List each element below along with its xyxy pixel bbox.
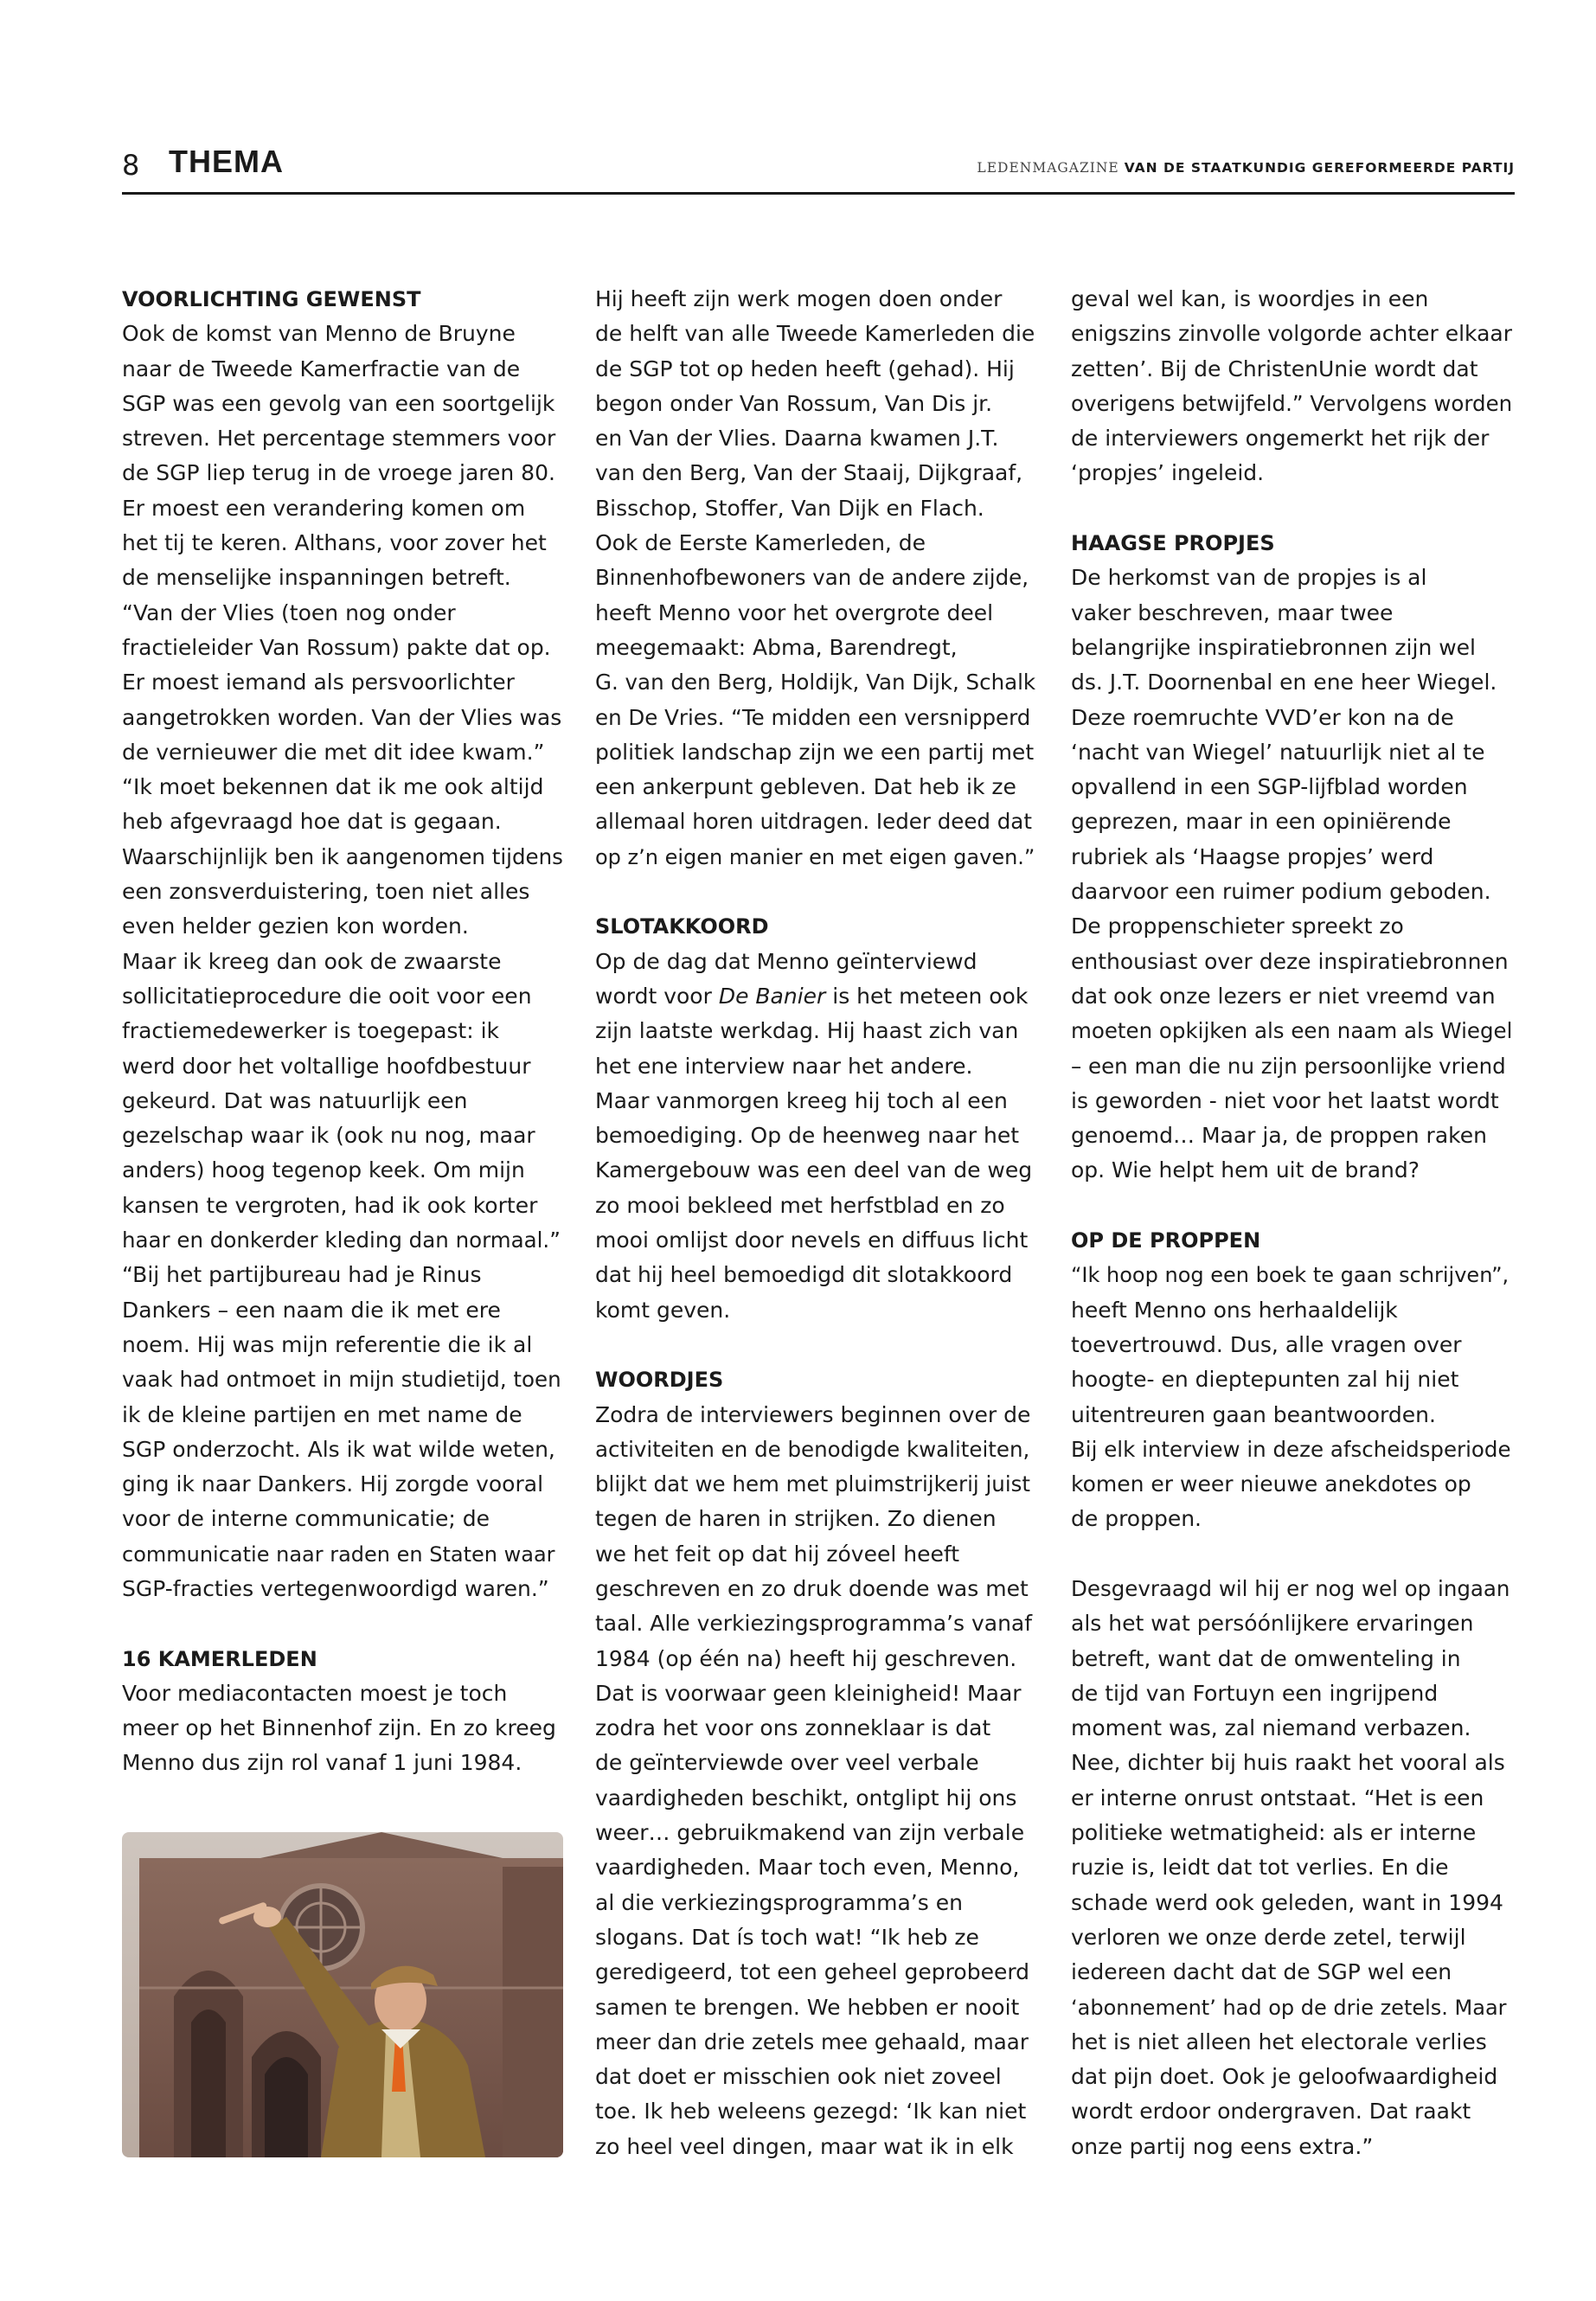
text-line: dat pijn doet. Ook je geloofwaardigheid (1071, 2064, 1498, 2090)
text-line: meer dan drie zetels mee gehaald, maar (595, 2029, 1029, 2054)
text-line: “Bij het partijbureau had je Rinus (122, 1262, 482, 1288)
text-line: dat doet er misschien ook niet zoveel (595, 2064, 1002, 2090)
text-line: communicatie naar raden en Staten waar (122, 1541, 555, 1567)
text-line: aangetrokken worden. Van der Vlies was (122, 704, 562, 730)
paragraph-gap (595, 1328, 1036, 1362)
text-line: SGP-fracties vertegenwoordigd waren.” (122, 1575, 549, 1601)
text-line: fractiemedewerker is toegepast: ik (122, 1018, 500, 1044)
text-line: daarvoor een ruimer podium geboden. (1071, 879, 1491, 905)
text-line: sollicitatieprocedure die ooit voor een (122, 983, 532, 1009)
text-line: de tijd van Fortuyn een ingrijpend (1071, 1680, 1439, 1706)
text-line: Dankers – een naam die ik met ere (122, 1297, 501, 1323)
text-line: haar en donkerder kleding dan normaal.” (122, 1227, 561, 1253)
text-line: Deze roemruchte VVD’er kon na de (1071, 704, 1454, 730)
text-line: de SGP tot op heden heeft (gehad). Hij (595, 356, 1015, 381)
text-line: gekeurd. Dat was natuurlijk een (122, 1087, 468, 1113)
text-line: is geworden - niet voor het laatst wordt (1071, 1087, 1499, 1113)
text-line: anders) hoog tegenop keek. Om mijn (122, 1157, 525, 1183)
text-line: De proppenschieter spreekt zo (1071, 913, 1404, 939)
text-line: activiteiten en de benodigde kwaliteiten, (595, 1436, 1030, 1462)
text-line: geprezen, maar in een opiniërende (1071, 809, 1452, 835)
text-line: de geïnterviewde over veel verbale (595, 1750, 979, 1776)
paragraph-gap (1071, 1189, 1512, 1223)
text-line: de helft van alle Tweede Kamerleden die (595, 321, 1035, 347)
text-line: “Ik hoop nog een boek te gaan schrijven”, (1071, 1263, 1509, 1288)
text-line: politieke wetmatigheid: als er interne (1071, 1820, 1477, 1846)
text-line: iedereen dacht dat de SGP wel een (1071, 1959, 1452, 1985)
text-line: Nee, dichter bij huis raakt het vooral als (1071, 1750, 1505, 1776)
subheading-voorlichting: VOORLICHTING GEWENST (122, 287, 421, 311)
text-line: en De Vries. “Te midden een versnipperd (595, 704, 1031, 730)
text-line: noem. Hij was mijn referentie die ik al (122, 1331, 533, 1357)
subheading-op-de-proppen: OP DE PROPPEN (1071, 1228, 1261, 1253)
article-column-2 (595, 282, 1036, 2164)
text-line: als het wat persóónlijkere ervaringen (1071, 1611, 1474, 1637)
text-line: ‘nacht van Wiegel’ natuurlijk niet al te (1071, 739, 1485, 765)
page-number: 8 (122, 149, 140, 182)
text-line: samen te brengen. We hebben er nooit (595, 1994, 1020, 2020)
text-line: begon onder Van Rossum, Van Dis jr. (595, 390, 993, 416)
text-line: op z’n eigen manier en met eigen gaven.” (595, 844, 1035, 869)
text-line: betreft, want dat de omwenteling in (1071, 1645, 1461, 1671)
text-line: zijn laatste werkdag. Hij haast zich van (595, 1018, 1019, 1044)
text-line: fractieleider Van Rossum) pakte dat op. (122, 634, 551, 660)
man-pointing-photo-illustration (122, 1832, 563, 2157)
text-line: naar de Tweede Kamerfractie van de (122, 356, 521, 381)
text-line: vaker beschreven, maar twee (1071, 599, 1394, 625)
text-line: zetten’. Bij de ChristenUnie wordt dat (1071, 356, 1478, 381)
text-line: uitentreuren gaan beantwoorden. (1071, 1401, 1436, 1427)
text-line: een zonsverduistering, toen niet alles (122, 879, 530, 905)
text-line: Er moest een verandering komen om (122, 495, 526, 521)
text-line: zo mooi bekleed met herfstblad en zo (595, 1192, 1005, 1218)
text-line: Maar ik kreeg dan ook de zwaarste (122, 948, 502, 974)
text-line: ruzie is, leidt dat tot verlies. En die (1071, 1855, 1449, 1881)
text-line: Ook de komst van Menno de Bruyne (122, 321, 516, 347)
text-line: heeft Menno ons herhaaldelijk (1071, 1297, 1398, 1323)
text-line: op. Wie helpt hem uit de brand? (1071, 1157, 1420, 1183)
text-line: gezelschap waar ik (ook nu nog, maar (122, 1123, 535, 1149)
text-line: bemoediging. Op de heenweg naar het (595, 1123, 1020, 1149)
text-line: enigszins zinvolle volgorde achter elkaar (1071, 321, 1513, 347)
text-line: ds. J.T. Doornenbal en ene heer Wiegel. (1071, 670, 1497, 695)
text-line: weer… gebruikmakend van zijn verbale (595, 1820, 1025, 1846)
text-line: slogans. Dat ís toch wat! “Ik heb ze (595, 1924, 979, 1950)
text-line: Ook de Eerste Kamerleden, de (595, 530, 926, 556)
text-line: vaardigheden. Maar toch even, Menno, (595, 1855, 1020, 1881)
text-line: voor de interne communicatie; de (122, 1506, 490, 1532)
text-line: ‘abonnement’ had op de drie zetels. Maar (1071, 1995, 1507, 2020)
subheading-kamerleden: 16 KAMERLEDEN (122, 1646, 317, 1671)
article-photo (122, 1832, 563, 2157)
paragraph-gap (1071, 491, 1512, 526)
text-line: meegemaakt: Abma, Barendregt, (595, 634, 958, 660)
text-line: de menselijke inspanningen betreft. (122, 565, 511, 591)
masthead-bold: VAN DE STAATKUNDIG GEREFORMEERDE PARTIJ (1124, 160, 1515, 176)
text-line: geschreven en zo druk doende was met (595, 1575, 1029, 1601)
masthead-light: LEDENMAGAZINE (977, 160, 1119, 176)
text-fragment: is het meteen ook (825, 983, 1029, 1009)
text-line: zo heel veel dingen, maar wat ik in elk (595, 2133, 1014, 2159)
text-line: geredigeerd, tot een geheel geprobeerd (595, 1959, 1030, 1985)
text-line: de SGP liep terug in de vroege jaren 80. (122, 460, 555, 486)
text-line: moeten opkijken als een naam als Wiegel (1071, 1018, 1513, 1044)
text-line: SGP onderzocht. Als ik wat wilde weten, (122, 1436, 555, 1462)
text-line: vaardigheden beschikt, ontglipt hij ons (595, 1785, 1017, 1811)
text-line: Op de dag dat Menno geïnterviewd (595, 948, 977, 974)
text-line: “Ik moet bekennen dat ik me ook altijd (122, 774, 544, 800)
text-line: even helder gezien kon worden. (122, 913, 469, 939)
masthead (977, 160, 1515, 176)
text-line: verloren we onze derde zetel, terwijl (1071, 1924, 1466, 1950)
publication-title: De Banier (718, 983, 826, 1009)
text-line: Desgevraagd wil hij er nog wel op ingaan (1071, 1575, 1510, 1601)
text-line: belangrijke inspiratiebronnen zijn wel (1071, 634, 1477, 660)
text-line: Waarschijnlijk ben ik aangenomen tijdens (122, 843, 563, 869)
text-line: 1984 (op één na) heeft hij geschreven. (595, 1645, 1017, 1671)
paragraph-gap (122, 1606, 563, 1641)
text-line: – een man die nu zijn persoonlijke vriend (1071, 1053, 1506, 1079)
text-line: enthousiast over deze inspiratiebronnen (1071, 948, 1509, 974)
text-line: De herkomst van de propjes is al (1071, 565, 1427, 591)
text-line: moment was, zal niemand verbazen. (1071, 1715, 1471, 1741)
subheading-haagse-propjes: HAAGSE PROPJES (1071, 531, 1275, 556)
text-line: Er moest iemand als persvoorlichter (122, 670, 515, 695)
text-line: Bij elk interview in deze afscheidsperiode (1071, 1436, 1511, 1462)
text-line: ‘propjes’ ingeleid. (1071, 460, 1265, 486)
text-line: taal. Alle verkiezingsprogramma’s vanaf (595, 1611, 1033, 1637)
section-title: THEMA (169, 144, 284, 179)
text-line: onze partij nog eens extra.” (1071, 2133, 1374, 2159)
text-line: mooi omlijst door nevels en diffuus licht (595, 1227, 1029, 1253)
text-line: rubriek als ‘Haagse propjes’ werd (1071, 843, 1434, 869)
subheading-slotakkoord: SLOTAKKOORD (595, 914, 769, 939)
article-column-1 (122, 282, 563, 1781)
text-line: de proppen. (1071, 1506, 1202, 1532)
text-line: toe. Ik heb weleens gezegd: ‘Ik kan niet (595, 2099, 1027, 2125)
text-line: het ene interview naar het andere. (595, 1053, 973, 1079)
text-line: er interne onrust ontstaat. “Het is een (1071, 1785, 1484, 1811)
text-line: allemaal horen uitdragen. Ieder deed dat (595, 809, 1032, 835)
paragraph-gap (595, 875, 1036, 909)
text-line: SGP was een gevolg van een soortgelijk (122, 390, 555, 416)
text-line: de vernieuwer die met dit idee kwam.” (122, 739, 545, 765)
text-line: Binnenhofbewoners van de andere zijde, (595, 565, 1029, 591)
text-line: vaak had ontmoet in mijn studietijd, toen (122, 1367, 561, 1393)
text-line: kansen te vergroten, had ik ook korter (122, 1192, 538, 1218)
text-line: het is niet alleen het electorale verlies (1071, 2029, 1487, 2054)
text-line: Maar vanmorgen kreeg hij toch al een (595, 1087, 1008, 1113)
text-line: de interviewers ongemerkt het rijk der (1071, 426, 1490, 452)
text-line: ging ik naar Dankers. Hij zorgde vooral (122, 1471, 544, 1497)
text-line: Voor mediacontacten moest je toch (122, 1680, 508, 1706)
text-line: heeft Menno voor het overgrote deel (595, 599, 994, 625)
text-line: schade werd ook geleden, want in 1994 (1071, 1889, 1503, 1915)
text-line: en Van der Vlies. Daarna kwamen J.T. (595, 426, 999, 452)
text-line: G. van den Berg, Holdijk, Van Dijk, Schalk (595, 670, 1036, 695)
text-line: een ankerpunt gebleven. Dat heb ik ze (595, 774, 1016, 800)
text-fragment: wordt voor (595, 983, 719, 1009)
text-line: al die verkiezingsprogramma’s en (595, 1889, 963, 1915)
text-line: Zodra de interviewers beginnen over de (595, 1401, 1031, 1427)
text-line: van den Berg, Van der Staaij, Dijkgraaf, (595, 460, 1023, 486)
text-line: het tij te keren. Althans, voor zover het (122, 530, 547, 556)
article-column-3 (1071, 282, 1512, 2164)
text-line: komt geven. (595, 1297, 731, 1323)
text-line: we het feit op dat hij zóveel heeft (595, 1541, 959, 1567)
text-line: dat ook onze lezers er niet vreemd van (1071, 983, 1496, 1009)
text-line: hoogte- en dieptepunten zal hij niet (1071, 1367, 1459, 1393)
text-line: Hij heeft zijn werk mogen doen onder (595, 286, 1003, 311)
text-line: tegen de haren in strijken. Zo dienen (595, 1506, 997, 1532)
text-line: genoemd… Maar ja, de proppen raken (1071, 1123, 1487, 1149)
text-line: streven. Het percentage stemmers voor (122, 426, 556, 452)
text-line: werd door het voltallige hoofdbestuur (122, 1053, 531, 1079)
text-line: blijkt dat we hem met pluimstrijkerij juist (595, 1471, 1030, 1497)
text-line: politiek landschap zijn we een partij met (595, 739, 1035, 765)
text-line: Kamergebouw was een deel van de weg (595, 1157, 1033, 1183)
text-line: Menno dus zijn rol vanaf 1 juni 1984. (122, 1750, 522, 1776)
text-line: komen er weer nieuwe anekdotes op (1071, 1471, 1471, 1497)
text-line (595, 979, 1036, 1014)
text-line: geval wel kan, is woordjes in een (1071, 286, 1429, 311)
text-line: toevertrouwd. Dus, alle vragen over (1071, 1331, 1462, 1357)
text-line: overigens betwijfeld.” Vervolgens worden (1071, 390, 1513, 416)
text-line: dat hij heel bemoedigd dit slotakkoord (595, 1262, 1013, 1288)
text-line: heb afgevraagd hoe dat is gegaan. (122, 809, 502, 835)
subheading-woordjes: WOORDJES (595, 1368, 724, 1393)
text-line: “Van der Vlies (toen nog onder (122, 599, 456, 625)
text-line: Bisschop, Stoffer, Van Dijk en Flach. (595, 495, 984, 521)
paragraph-gap (1071, 1537, 1512, 1572)
text-line: meer op het Binnenhof zijn. En zo kreeg (122, 1715, 556, 1741)
page-header (122, 144, 1515, 195)
text-line: opvallend in een SGP-lijfblad worden (1071, 774, 1468, 800)
text-line: wordt erdoor ondergraven. Dat raakt (1071, 2099, 1471, 2125)
text-line: ik de kleine partijen en met name de (122, 1401, 522, 1427)
text-line: zodra het voor ons zonneklaar is dat (595, 1715, 991, 1741)
text-line: Dat is voorwaar geen kleinigheid! Maar (595, 1680, 1022, 1706)
